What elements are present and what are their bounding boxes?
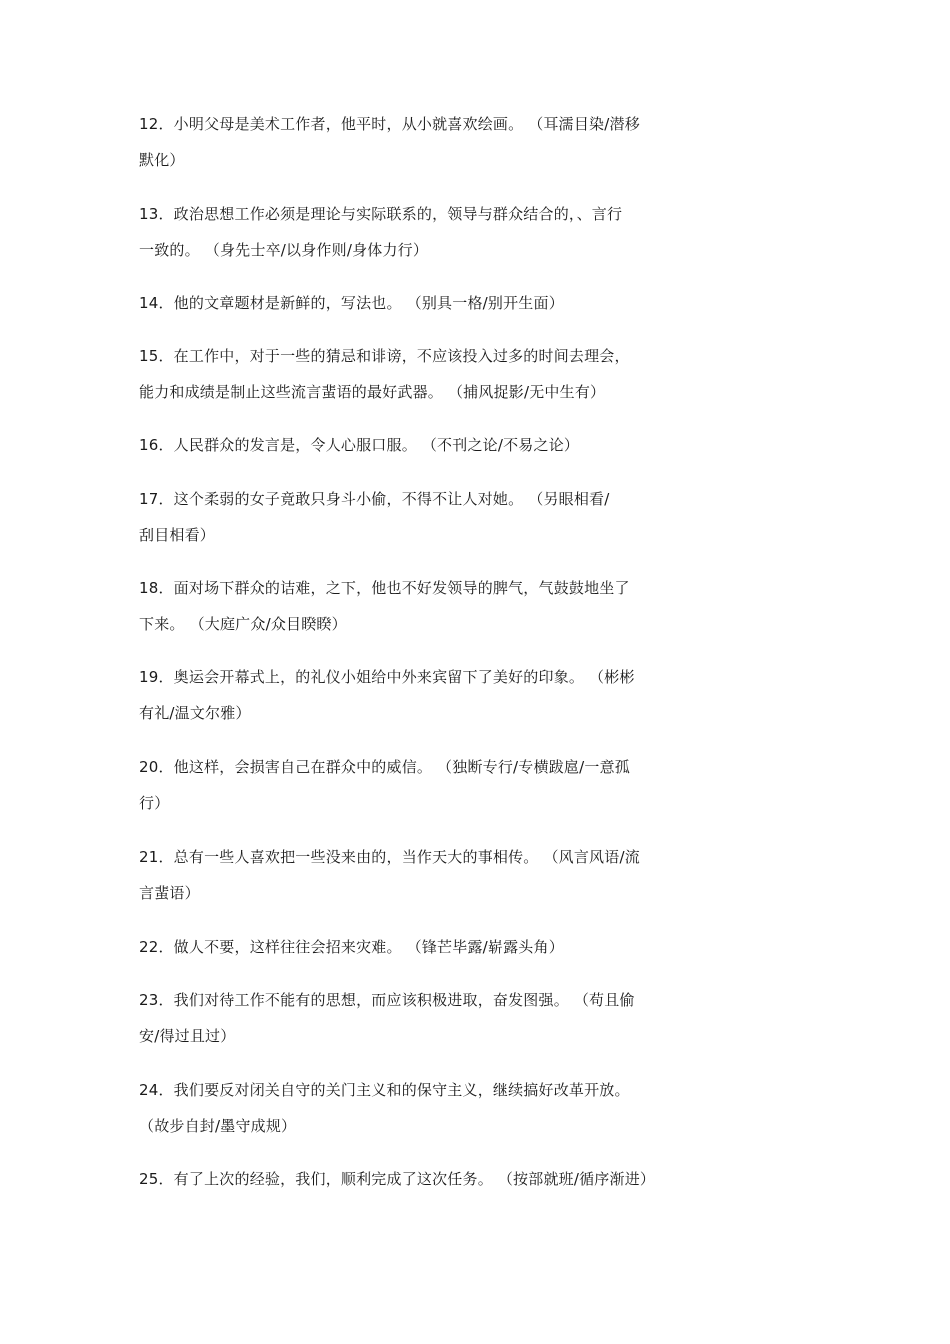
- question-19: [139, 659, 699, 731]
- question-text: 15．在工作中，对于一些的猜忌和诽谤，不应该投入过多的时间去理会，: [139, 347, 630, 365]
- question-12: [139, 106, 699, 178]
- question-text-continued: 行）: [139, 794, 170, 812]
- question-13: [139, 196, 699, 268]
- question-text: 23．我们对待工作不能有的思想，而应该积极进取，奋发图强。 （苟且偷: [139, 991, 635, 1009]
- question-22: [139, 929, 699, 965]
- question-14: [139, 285, 699, 321]
- question-text: 13．政治思想工作必须是理论与实际联系的，领导与群众结合的，、言行: [139, 205, 623, 223]
- question-text: 12．小明父母是美术工作者，他平时，从小就喜欢绘画。 （耳濡目染/潜移: [139, 115, 640, 133]
- question-17: [139, 481, 699, 553]
- question-text-continued: 默化）: [139, 151, 185, 169]
- question-text: 25．有了上次的经验，我们，顺利完成了这次任务。 （按部就班/循序渐进）: [139, 1170, 656, 1188]
- question-text: 16．人民群众的发言是，令人心服口服。 （不刊之论/不易之论）: [139, 436, 580, 454]
- question-text: 20．他这样，会损害自己在群众中的威信。 （独断专行/专横跋扈/一意孤: [139, 758, 630, 776]
- question-text-continued: 有礼/温文尔雅）: [139, 704, 251, 722]
- question-15: [139, 338, 699, 410]
- question-23: [139, 982, 699, 1054]
- question-text: 22．做人不要，这样往往会招来灾难。 （锋芒毕露/崭露头角）: [139, 938, 564, 956]
- question-text-continued: 刮目相看）: [139, 526, 216, 544]
- question-text: 21．总有一些人喜欢把一些没来由的，当作天大的事相传。 （风言风语/流: [139, 848, 640, 866]
- question-text: 14．他的文章题材是新鲜的，写法也。 （别具一格/别开生面）: [139, 294, 564, 312]
- question-text: 24．我们要反对闭关自守的关门主义和的保守主义，继续搞好改革开放。: [139, 1081, 630, 1099]
- question-text-continued: （故步自封/墨守成规）: [139, 1117, 297, 1135]
- question-text-continued: 能力和成绩是制止这些流言蜚语的最好武器。 （捕风捉影/无中生有）: [139, 383, 606, 401]
- question-text-continued: 安/得过且过）: [139, 1027, 236, 1045]
- question-text-continued: 下来。 （大庭广众/众目睽睽）: [139, 615, 347, 633]
- question-16: [139, 427, 699, 463]
- question-18: [139, 570, 699, 642]
- question-text: 19．奥运会开幕式上，的礼仪小姐给中外来宾留下了美好的印象。 （彬彬: [139, 668, 635, 686]
- question-text-continued: 一致的。 （身先士卒/以身作则/身体力行）: [139, 241, 429, 259]
- question-text: 18．面对场下群众的诘难，之下，他也不好发领导的脾气，气鼓鼓地坐了: [139, 579, 630, 597]
- question-24: [139, 1072, 699, 1144]
- question-25: [139, 1161, 699, 1197]
- question-21: [139, 839, 699, 911]
- question-text: 17．这个柔弱的女子竟敢只身斗小偷，不得不让人对她。 （另眼相看/: [139, 490, 610, 508]
- question-20: [139, 749, 699, 821]
- question-text-continued: 言蜚语）: [139, 884, 200, 902]
